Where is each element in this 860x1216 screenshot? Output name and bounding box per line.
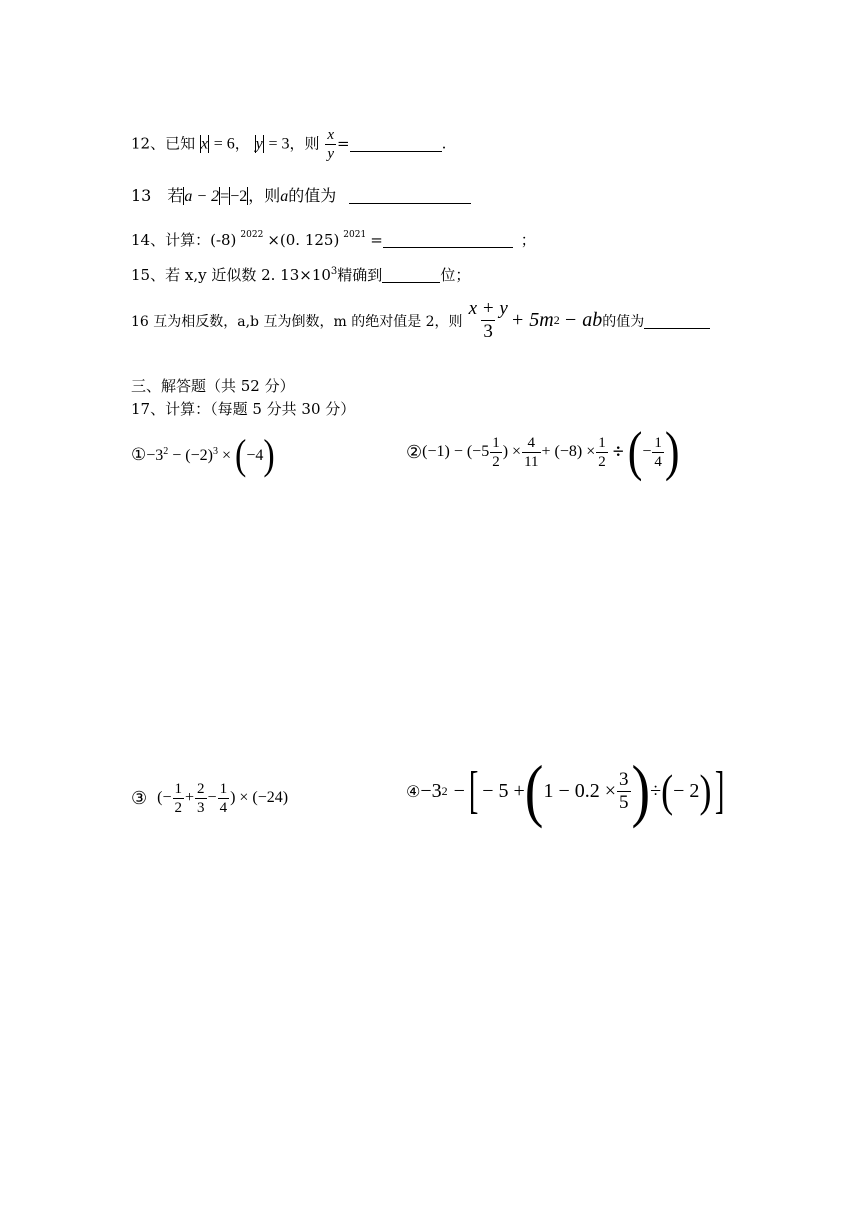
q12-label: 12、已知 [131,134,196,153]
var-y: y [255,135,263,153]
p3-fraction-3 [218,780,230,817]
q16-expr1: + 5m [510,309,554,331]
q12-y-value: = 3 [268,135,290,153]
q14-eq: = [370,231,383,249]
frac-numerator: 1 [219,780,228,797]
answer-blank[interactable] [382,268,440,283]
frac-denominator: 3 [197,799,205,816]
frac-numerator: 1 [492,434,500,451]
right-bracket: ] [715,762,725,819]
q13-eq: = [220,188,230,205]
q16-text: 16 互为相反数，a,b 互为倒数，m 的绝对值是 2，则 [131,313,463,330]
var-a: a [280,188,289,205]
q16-tail: 的值为 [602,313,645,330]
frac-denominator: 2 [598,453,606,470]
q15-end: 位； [440,266,471,284]
frac-denominator: 4 [654,453,662,470]
frac-numerator: 1 [654,434,662,451]
q16-exp: 2 [553,313,560,327]
frac-denominator: 3 [483,321,493,342]
q15-mid: 精确到 [337,266,383,284]
question-13 [131,183,471,206]
p4-a: −3 [420,779,442,802]
abs-bar [208,135,209,153]
question-16 [131,298,710,343]
p3-minus: − [207,789,217,806]
problem-3 [131,776,288,820]
p4-c: − 5 + [482,779,525,802]
p2-neg: − [642,443,652,460]
q12-eq: = [336,134,350,153]
p2-fraction-1 [490,434,502,471]
q13-then: ，则 [248,186,281,205]
p1-b: − (−2) [172,447,213,464]
right-paren: ) [263,432,275,479]
frac-numerator: 1 [598,434,606,451]
answer-blank[interactable] [644,314,710,329]
frac-denominator: 2 [492,453,500,470]
q14-end: ； [520,231,536,249]
frac-denominator: 2 [174,799,182,816]
p4-d: 1 − 0.2 × [543,779,617,802]
p2-fraction-2 [522,434,540,471]
q12-end: . [441,134,447,153]
q12-then: ，则 [289,134,320,153]
frac-numerator: 4 [527,434,536,451]
q13-tail: 的值为 [288,186,337,205]
problem-2 [406,420,680,482]
answer-blank[interactable] [350,137,442,152]
right-paren: ) [699,766,712,816]
q15-exp: 3 [330,266,338,277]
p4-divide: ÷ [650,779,662,802]
p1-b-exp: 3 [212,446,218,457]
frac-numerator: 1 [174,780,182,797]
left-paren: ( [235,432,247,479]
p2-divide: ÷ [612,440,624,463]
question-14 [131,229,536,250]
circled-number-1: ① [131,445,147,465]
q13-label: 13 若 [131,186,184,205]
frac-numerator: 3 [619,768,629,790]
p1-times: × [221,447,232,464]
q14-exp2: 2021 [343,230,367,240]
circled-number-4: ④ [406,781,421,801]
p3-open: (− [157,789,172,806]
q14-exp1: 2022 [240,230,264,240]
frac-numerator: 2 [197,780,205,797]
left-bracket: [ [468,762,479,819]
p4-a-exp: 2 [441,783,448,798]
p2-a: (−1) − (−5 [422,443,490,460]
abs-bar [263,135,264,153]
q12-x-value: = 6 [213,135,235,153]
left-paren: ( [524,752,544,830]
q12-fraction [325,126,336,163]
p4-fraction [617,769,631,814]
p1-d: −4 [246,447,264,464]
left-paren: ( [627,420,643,482]
section-title: 三、解答题（共 52 分） [131,377,295,395]
question-15 [131,264,470,285]
right-paren: ) [664,420,680,482]
q14-label: 14、计算：(-8) [131,231,237,249]
problem-4 [406,752,729,830]
q16-expr2: − ab [563,309,603,331]
p2-b: ) × [502,443,522,460]
p4-b: − [453,779,465,802]
q13-abs-neg2: −2 [230,188,248,205]
var-x: x [200,135,208,153]
p3-close: ) × (−24) [230,789,289,806]
q15-text: 15、若 x,y 近似数 2. 13×10 [131,266,331,284]
frac-denominator: y [327,146,334,162]
right-paren: ) [631,752,651,830]
p2-c: + (−8) × [541,443,596,460]
frac-denominator: 11 [524,453,539,470]
answer-blank[interactable] [349,189,471,204]
problem-1 [131,432,275,479]
question-17-heading: 17、计算：（每题 5 分共 30 分） [131,400,356,418]
p1-a-exp: 2 [163,446,169,457]
p4-g: − 2 [673,779,700,802]
circled-number-2: ② [406,441,423,463]
p3-fraction-1 [173,780,185,817]
frac-denominator: 4 [219,799,228,816]
q16-fraction [467,298,510,343]
frac-numerator: x + y [468,298,508,319]
frac-numerator: x [327,127,334,143]
p2-fraction-4 [652,434,664,471]
q13-abs-expr: a − 2 [184,188,220,205]
left-paren: ( [661,766,674,816]
frac-denominator: 5 [619,791,629,813]
p3-plus: + [185,789,195,806]
circled-number-3: ③ [131,787,148,809]
question-12 [131,126,446,163]
q12-sep: ， [234,134,250,153]
p1-a: −3 [146,447,164,464]
answer-blank[interactable] [383,233,513,248]
p2-fraction-3 [596,434,608,471]
p3-fraction-2 [195,780,207,817]
q14-mid: ×(0. 125) [267,231,340,249]
